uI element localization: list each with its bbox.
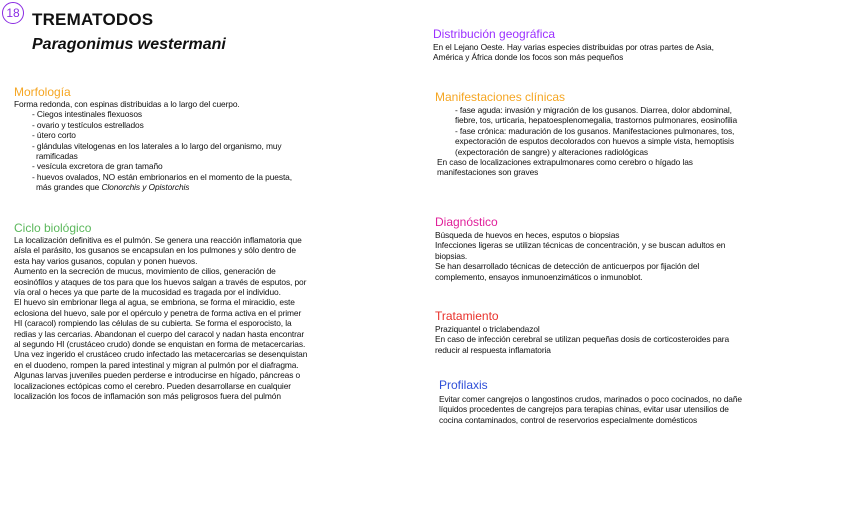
diagnostico-line: biopsias.: [435, 250, 468, 261]
diagnostico-line: complemento, ensayos inmunoenzimáticos o inmunoblot.: [435, 271, 643, 282]
tratamiento-line: En caso de infección cerebral se utilizan pequeñas dosis de corticosteroides para: [435, 334, 730, 345]
ciclo-line: Una vez ingerido el crustáceo crudo infectado las metacercarias se desenquistan: [14, 349, 308, 360]
manifestaciones-line: fiebre, tos, urticaria, hepatoesplenomegalia, trastornos pulmonares, eosinofilia: [455, 115, 738, 126]
distribucion-section: [433, 42, 838, 63]
ciclo-heading: Ciclo biológico: [14, 221, 92, 235]
manifestaciones-section: [437, 105, 842, 178]
distribucion-line: América y África donde los focos son más pequeños: [433, 52, 624, 63]
morfologia-item: ramificadas: [36, 151, 78, 162]
diagnostico-heading: Diagnóstico: [435, 215, 498, 229]
ciclo-line: vía oral o heces ya que parte de la mucosidad es tragada por el individuo.: [14, 287, 281, 298]
ciclo-line: redias y las cercarias. Abandonan el cuerpo del caracol y nadan hasta encontrar: [14, 328, 305, 339]
morfologia-item: - ovario y testículos estrellados: [32, 119, 144, 130]
ciclo-line: al segundo HI (crustáceo crudo) donde se enquistan en forma de metacercarias.: [14, 339, 306, 350]
morfologia-item: - vesícula excretora de gran tamaño: [32, 161, 163, 172]
species-subtitle: Paragonimus westermani: [32, 36, 226, 53]
diagnostico-line: Infecciones ligeras se utilizan técnicas de concentración, y se buscan adultos en: [435, 240, 726, 251]
manifestaciones-extra: En caso de localizaciones extrapulmonares como cerebro o hígado las: [437, 157, 693, 168]
tratamiento-heading: Tratamiento: [435, 309, 499, 323]
ciclo-line: en el duodeno, rompen la pared intestinal y migran al pulmón por el diafragma.: [14, 359, 299, 370]
ciclo-line: esta hay varios gusanos, copulan y ponen huevos.: [14, 255, 198, 266]
ciclo-line: eosinófilos y ataques de tos para que los huevos salgan a través de esputos, por: [14, 276, 307, 287]
diagnostico-line: Búsqueda de huevos en heces, esputos o biopsias: [435, 230, 620, 240]
profilaxis-line: Evitar comer cangrejos o langostinos crudos, marinados o poco cocinados, no dañe: [439, 394, 742, 404]
ciclo-line: La localización definitiva es el pulmón. Se genera una reacción inflamatoria que: [14, 235, 302, 245]
ciclo-line: Aumento en la secreción de mucus, movimiento de cilios, generación de: [14, 266, 276, 277]
ciclo-line: localizaciones ectópicas como el cerebro. Pueden desarrollarse en cualquier: [14, 380, 291, 391]
profilaxis-heading: Profilaxis: [439, 378, 488, 392]
ciclo-line: HI (caracol) rompiendo las células de su cubierta. Se forma el esporocisto, la: [14, 318, 292, 329]
morfologia-item: - útero corto: [32, 130, 76, 141]
tratamiento-section: [435, 324, 840, 355]
morfologia-section: [14, 99, 404, 193]
ciclo-line: aísla el parásito, los gusanos se encapsulan en los pulmones y sólo dentro de: [14, 245, 296, 256]
tratamiento-line: Praziquantel o triclabendazol: [435, 324, 540, 334]
profilaxis-line: líquidos procedentes de cangrejos para terapias chinas, evitar usar utensilios de: [439, 404, 729, 415]
page-title: TREMATODOS: [32, 10, 154, 29]
manifestaciones-extra: manifestaciones son graves: [437, 167, 539, 178]
diagnostico-section: [435, 230, 840, 282]
tratamiento-line: reducir al respuesta inflamatoria: [435, 344, 551, 355]
ciclo-line: localización los focos de inflamación son más peligrosos fuera del pulmón: [14, 391, 281, 402]
diagnostico-line: Se han desarrollado técnicas de detección de anticuerpos por fijación del: [435, 261, 700, 272]
morfologia-heading: Morfología: [14, 85, 71, 99]
distribucion-heading: Distribución geográfica: [433, 27, 556, 41]
morfologia-italic-species: Clonorchis y Opistorchis: [101, 182, 190, 193]
manifestaciones-line: - fase crónica: maduración de los gusanos. Manifestaciones pulmonares, tos,: [455, 125, 735, 136]
manifestaciones-line: - fase aguda: invasión y migración de los gusanos. Diarrea, dolor abdominal,: [455, 105, 732, 115]
manifestaciones-line: expectoración de esputos decolorados con huevos a simple vista, hemoptisis: [455, 136, 734, 147]
profilaxis-line: cocina contaminados, control de reservorios especialmente domésticos: [439, 414, 698, 425]
profilaxis-section: [439, 394, 844, 425]
distribucion-line: En el Lejano Oeste. Hay varias especies distribuidas por otras partes de Asia,: [433, 42, 714, 52]
morfologia-item: - huevos ovalados, NO están embrionarios en el momento de la puesta,: [32, 171, 292, 182]
ciclo-section: [14, 235, 410, 402]
morfologia-item: - glándulas vitelogenas en los laterales a lo largo del organismo, muy: [32, 140, 282, 151]
ciclo-line: Algunas larvas juveniles pueden perderse e introducirse en hígado, páncreas o: [14, 370, 301, 381]
ciclo-line: El huevo sin embrionar llega al agua, se embriona, se forma el miracidio, este: [14, 297, 295, 308]
manifestaciones-heading: Manifestaciones clínicas: [435, 90, 566, 104]
morfologia-item-last: más grandes que Clonorchis y Opistorchis: [36, 182, 190, 193]
morfologia-intro: Forma redonda, con espinas distribuidas a lo largo del cuerpo.: [14, 99, 240, 109]
manifestaciones-line: (expectoración de sangre) y alteraciones radiológicas: [455, 146, 649, 157]
morfologia-item: - Ciegos intestinales flexuosos: [32, 109, 143, 120]
page-number-badge: 18: [2, 2, 24, 24]
ciclo-line: eclosiona del huevo, sale por el opérculo y penetra de forma activa en el primer: [14, 307, 302, 318]
